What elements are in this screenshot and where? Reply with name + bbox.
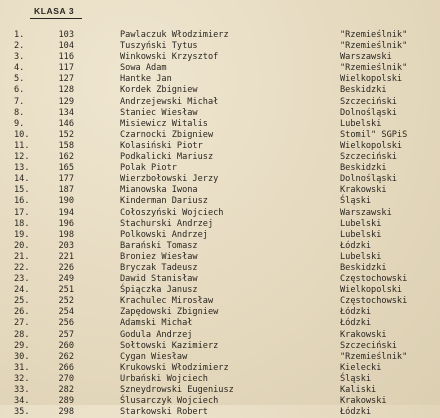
start-number: 177 — [58, 174, 74, 185]
row-number: 8. — [14, 107, 25, 118]
competitor-name: Misiewicz Witalis — [120, 118, 208, 129]
competitor-name: Staniec Wiesław — [120, 107, 198, 118]
list-item — [0, 274, 440, 285]
start-number: 249 — [58, 274, 74, 285]
competitor-name: Winkowski Krzysztof — [120, 52, 219, 63]
competitor-name: Hantke Jan — [120, 74, 172, 85]
competitor-name: Godula Andrzej — [120, 329, 193, 340]
club-name: "Rzemieślnik" — [340, 30, 408, 40]
row-number: 34. — [14, 396, 30, 407]
list-item — [0, 52, 440, 63]
club-name: Łódzki — [340, 407, 372, 418]
competitor-name: Podkalicki Mariusz — [120, 152, 214, 163]
list-item — [0, 407, 440, 418]
club-name: Krakowski — [340, 329, 387, 340]
list-item — [0, 396, 440, 407]
club-name: Beskidzki — [340, 262, 387, 273]
start-number: 282 — [58, 385, 74, 395]
club-name: Wielkopolski — [340, 74, 403, 85]
competitor-name: Polak Piotr — [120, 163, 177, 174]
start-number: 256 — [58, 318, 74, 329]
list-item — [0, 30, 440, 41]
list-item — [0, 108, 440, 119]
club-name: Śląski — [340, 196, 372, 207]
competitor-name: Zapędowski Zbigniew — [120, 307, 219, 318]
club-name: Śląski — [340, 373, 372, 384]
club-name: Lubelski — [340, 218, 382, 229]
list-item — [0, 263, 440, 274]
start-number: 103 — [58, 30, 74, 40]
start-number: 289 — [58, 396, 74, 407]
club-name: Beskidzki — [340, 163, 387, 174]
list-item — [0, 208, 440, 219]
competitor-name: Cołoszyński Wojciech — [120, 207, 224, 218]
club-name: Szczeciński — [340, 340, 397, 351]
club-name: Wielkopolski — [340, 285, 403, 296]
row-number: 24. — [14, 285, 30, 296]
competitor-name: Krachulec Mirosław — [120, 296, 214, 307]
competitor-name: Adamski Michał — [120, 318, 193, 329]
list-item — [0, 85, 440, 96]
list-item — [0, 285, 440, 296]
row-number: 3. — [14, 52, 25, 63]
club-name: Stomil" SGPiS — [340, 129, 408, 140]
club-name: Lubelski — [340, 251, 382, 262]
start-number: 260 — [58, 340, 74, 351]
competitor-name: Stachurski Andrzej — [120, 218, 214, 229]
row-number: 16. — [14, 196, 30, 207]
club-name: Szczeciński — [340, 96, 397, 107]
row-number: 4. — [14, 63, 25, 74]
competitor-name: Sowa Adam — [120, 63, 167, 74]
row-number: 29. — [14, 340, 30, 351]
club-name: Łódzki — [340, 240, 372, 251]
list-item — [0, 141, 440, 152]
list-item — [0, 185, 440, 196]
row-number: 2. — [14, 41, 25, 52]
club-name: Krakowski — [340, 396, 387, 407]
competitor-name: Kordek Zbigniew — [120, 85, 198, 96]
class-title: KLASA 3 — [34, 6, 75, 16]
row-number: 14. — [14, 174, 30, 185]
row-number: 21. — [14, 251, 30, 262]
row-number: 27. — [14, 318, 30, 329]
club-name: Beskidzki — [340, 85, 387, 96]
list-item — [0, 63, 440, 74]
start-number: 196 — [58, 218, 74, 229]
start-number: 266 — [58, 362, 74, 373]
row-number: 13. — [14, 163, 30, 174]
start-number: 146 — [58, 118, 74, 129]
list-item — [0, 385, 440, 396]
competitor-name: Ślusarczyk Wojciech — [120, 396, 219, 407]
club-name: Częstochowski — [340, 296, 408, 307]
club-name: Dolnośląski — [340, 107, 397, 118]
row-number: 25. — [14, 296, 30, 307]
competitor-name: Szneydrowski Eugeniusz — [120, 385, 234, 395]
row-number: 19. — [14, 229, 30, 240]
competitor-name: Starkowski Robert — [120, 407, 208, 418]
club-name: Kielecki — [340, 362, 382, 373]
row-number: 1. — [14, 30, 25, 40]
competitor-name: Pawlaczuk Włodzimierz — [120, 30, 229, 40]
club-name: Wielkopolski — [340, 140, 403, 151]
start-number: 194 — [58, 207, 74, 218]
club-name: Częstochowski — [340, 274, 408, 285]
competitor-name: Kolasiński Piotr — [120, 140, 203, 151]
list-item — [0, 374, 440, 385]
row-number: 20. — [14, 240, 30, 251]
start-number: 117 — [58, 63, 74, 74]
row-number: 28. — [14, 329, 30, 340]
start-number: 152 — [58, 129, 74, 140]
row-number: 10. — [14, 129, 30, 140]
start-number: 262 — [58, 351, 74, 362]
list-item — [0, 230, 440, 241]
list-item — [0, 330, 440, 341]
list-item — [0, 74, 440, 85]
start-number: 254 — [58, 307, 74, 318]
list-item — [0, 174, 440, 185]
competitor-name: Kinderman Dariusz — [120, 196, 208, 207]
competitor-name: Wierzbołowski Jerzy — [120, 174, 219, 185]
row-number: 22. — [14, 262, 30, 273]
list-item — [0, 363, 440, 374]
row-number: 35. — [14, 407, 30, 418]
start-number: 257 — [58, 329, 74, 340]
list-item — [0, 241, 440, 252]
list-item — [0, 163, 440, 174]
competitor-name: Barański Tomasz — [120, 240, 198, 251]
competitor-name: Broniez Wiesław — [120, 251, 198, 262]
row-number: 26. — [14, 307, 30, 318]
start-number: 221 — [58, 251, 74, 262]
title-underline — [30, 18, 82, 19]
club-name: Lubelski — [340, 229, 382, 240]
club-name: Kaliski — [340, 385, 377, 395]
row-number: 11. — [14, 140, 30, 151]
competitor-name: Mianowska Iwona — [120, 185, 198, 196]
competitor-name: Sołtowski Kazimierz — [120, 340, 219, 351]
row-number: 32. — [14, 373, 30, 384]
row-number: 5. — [14, 74, 25, 85]
start-number: 187 — [58, 185, 74, 196]
competitor-name: Urbański Wojciech — [120, 373, 208, 384]
start-number: 162 — [58, 152, 74, 163]
competitor-name: Tuszyński Tytus — [120, 41, 198, 52]
club-name: "Rzemieślnik" — [340, 41, 408, 52]
row-number: 18. — [14, 218, 30, 229]
competitor-name: Andrzejewski Michał — [120, 96, 219, 107]
list-item — [0, 252, 440, 263]
row-number: 7. — [14, 96, 25, 107]
club-name: Łódzki — [340, 318, 372, 329]
row-number: 33. — [14, 385, 30, 395]
results-list — [0, 30, 440, 418]
list-item — [0, 119, 440, 130]
start-number: 298 — [58, 407, 74, 418]
competitor-name: Polkowski Andrzej — [120, 229, 208, 240]
row-number: 30. — [14, 351, 30, 362]
row-number: 17. — [14, 207, 30, 218]
start-number: 252 — [58, 296, 74, 307]
start-number: 134 — [58, 107, 74, 118]
row-number: 6. — [14, 85, 25, 96]
club-name: Lubelski — [340, 118, 382, 129]
start-number: 129 — [58, 96, 74, 107]
start-number: 165 — [58, 163, 74, 174]
list-item — [0, 97, 440, 108]
club-name: Szczeciński — [340, 152, 397, 163]
row-number: 31. — [14, 362, 30, 373]
club-name: Warszawski — [340, 52, 392, 63]
club-name: "Rzemieślnik" — [340, 351, 408, 362]
list-item — [0, 219, 440, 230]
club-name: Dolnośląski — [340, 174, 397, 185]
start-number: 270 — [58, 373, 74, 384]
row-number: 15. — [14, 185, 30, 196]
start-number: 104 — [58, 41, 74, 52]
list-item — [0, 341, 440, 352]
club-name: Krakowski — [340, 185, 387, 196]
row-number: 9. — [14, 118, 25, 129]
list-item — [0, 196, 440, 207]
competitor-name: Dawid Stanisław — [120, 274, 198, 285]
list-item — [0, 352, 440, 363]
row-number: 23. — [14, 274, 30, 285]
competitor-name: Krukowski Włodzimierz — [120, 362, 229, 373]
list-item — [0, 41, 440, 52]
start-number: 127 — [58, 74, 74, 85]
list-item — [0, 152, 440, 163]
start-number: 226 — [58, 262, 74, 273]
start-number: 198 — [58, 229, 74, 240]
start-number: 128 — [58, 85, 74, 96]
start-number: 116 — [58, 52, 74, 63]
competitor-name: Bryczak Tadeusz — [120, 262, 198, 273]
club-name: "Rzemieślnik" — [340, 63, 408, 74]
competitor-name: Śpiączka Janusz — [120, 285, 198, 296]
list-item — [0, 130, 440, 141]
start-number: 158 — [58, 140, 74, 151]
club-name: Warszawski — [340, 207, 392, 218]
competitor-name: Cygan Wiesław — [120, 351, 188, 362]
list-item — [0, 296, 440, 307]
start-number: 251 — [58, 285, 74, 296]
start-number: 190 — [58, 196, 74, 207]
start-number: 203 — [58, 240, 74, 251]
list-item — [0, 318, 440, 329]
list-item — [0, 307, 440, 318]
competitor-name: Czarnocki Zbigniew — [120, 129, 214, 140]
club-name: Łódzki — [340, 307, 372, 318]
row-number: 12. — [14, 152, 30, 163]
